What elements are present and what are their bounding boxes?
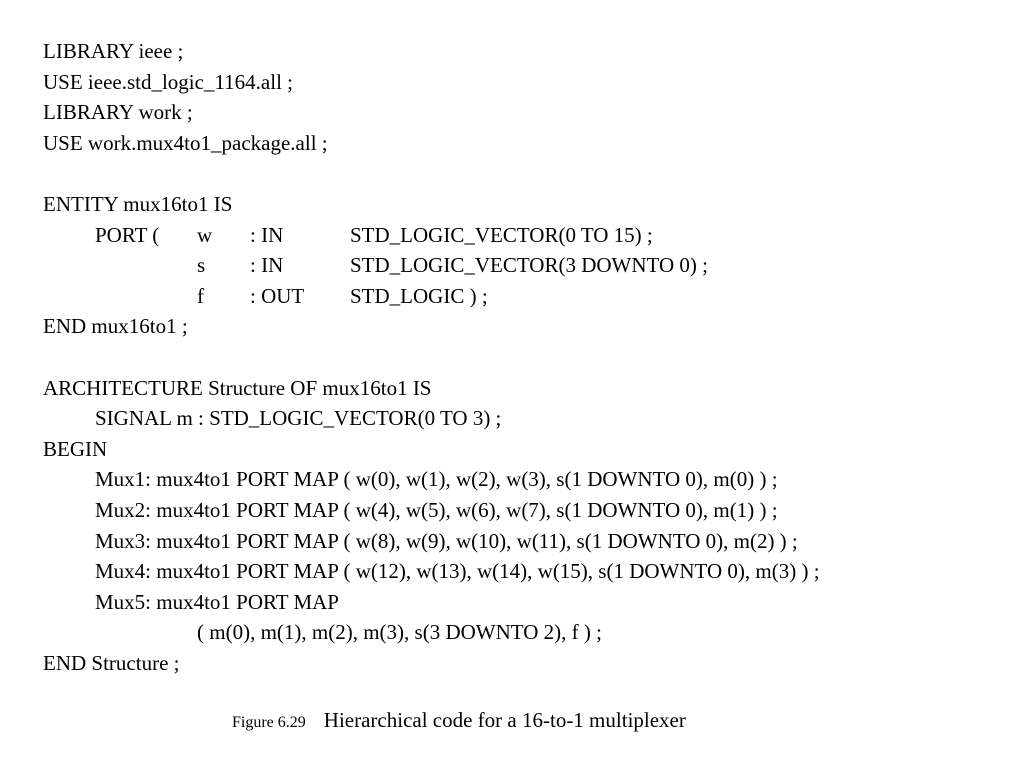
- mux-instance-row: [43, 464, 778, 495]
- mux5-continuation-row: [43, 617, 602, 648]
- code-line: USE ieee.std_logic_1164.all ;: [43, 69, 294, 94]
- code-line: LIBRARY work ;: [43, 100, 193, 125]
- port-open-keyword: PORT (: [95, 222, 160, 247]
- port-name: f: [197, 283, 204, 308]
- begin-keyword: BEGIN: [43, 436, 108, 461]
- vhdl-code-block: [43, 36, 820, 678]
- figure-caption: [232, 708, 686, 733]
- mux3-instance: Mux3: mux4to1 PORT MAP ( w(8), w(9), w(10), w(11), s(1 DOWNTO 0), m(2) ) ;: [95, 528, 798, 553]
- mux-instance-row: [43, 556, 820, 587]
- code-line: LIBRARY ieee ;: [43, 39, 184, 63]
- port-name: w: [197, 222, 213, 247]
- signal-declaration: SIGNAL m : STD_LOGIC_VECTOR(0 TO 3) ;: [95, 406, 502, 431]
- figure-label: Figure 6.29: [232, 714, 306, 731]
- entity-end: END mux16to1 ;: [43, 314, 188, 339]
- mux1-instance: Mux1: mux4to1 PORT MAP ( w(0), w(1), w(2), w(3), s(1 DOWNTO 0), m(0) ) ;: [95, 467, 778, 492]
- mux-instance-row: [43, 587, 432, 618]
- port-row-w: [43, 220, 653, 251]
- port-mode: : IN: [250, 222, 284, 247]
- port-name: s: [197, 253, 206, 278]
- mux-instance-row: [43, 495, 778, 526]
- mux2-instance: Mux2: mux4to1 PORT MAP ( w(4), w(5), w(6), w(7), s(1 DOWNTO 0), m(1) ) ;: [95, 497, 778, 522]
- port-mode: : IN: [250, 253, 284, 278]
- signal-declaration-row: [43, 403, 502, 434]
- port-type: STD_LOGIC_VECTOR(3 DOWNTO 0) ;: [350, 253, 708, 278]
- mux-instance-row: [43, 526, 798, 557]
- blank-line: [43, 342, 432, 373]
- port-type: STD_LOGIC ) ;: [350, 283, 488, 308]
- architecture-declaration: ARCHITECTURE Structure OF mux16to1 IS: [43, 375, 432, 400]
- mux5-port-map-args: ( m(0), m(1), m(2), m(3), s(3 DOWNTO 2), f ) ;: [197, 620, 602, 645]
- port-mode: : OUT: [250, 283, 305, 308]
- blank-line: [43, 158, 432, 189]
- code-line: USE work.mux4to1_package.all ;: [43, 130, 328, 155]
- port-type: STD_LOGIC_VECTOR(0 TO 15) ;: [350, 222, 653, 247]
- architecture-end: END Structure ;: [43, 650, 180, 675]
- caption-text: Hierarchical code for a 16-to-1 multiplexer: [323, 708, 686, 732]
- port-row-f: [43, 281, 488, 312]
- entity-declaration: ENTITY mux16to1 IS: [43, 191, 233, 216]
- mux4-instance: Mux4: mux4to1 PORT MAP ( w(12), w(13), w(14), w(15), s(1 DOWNTO 0), m(3) ) ;: [95, 559, 820, 584]
- port-row-s: [43, 250, 708, 281]
- mux5-instance: Mux5: mux4to1 PORT MAP: [95, 589, 339, 614]
